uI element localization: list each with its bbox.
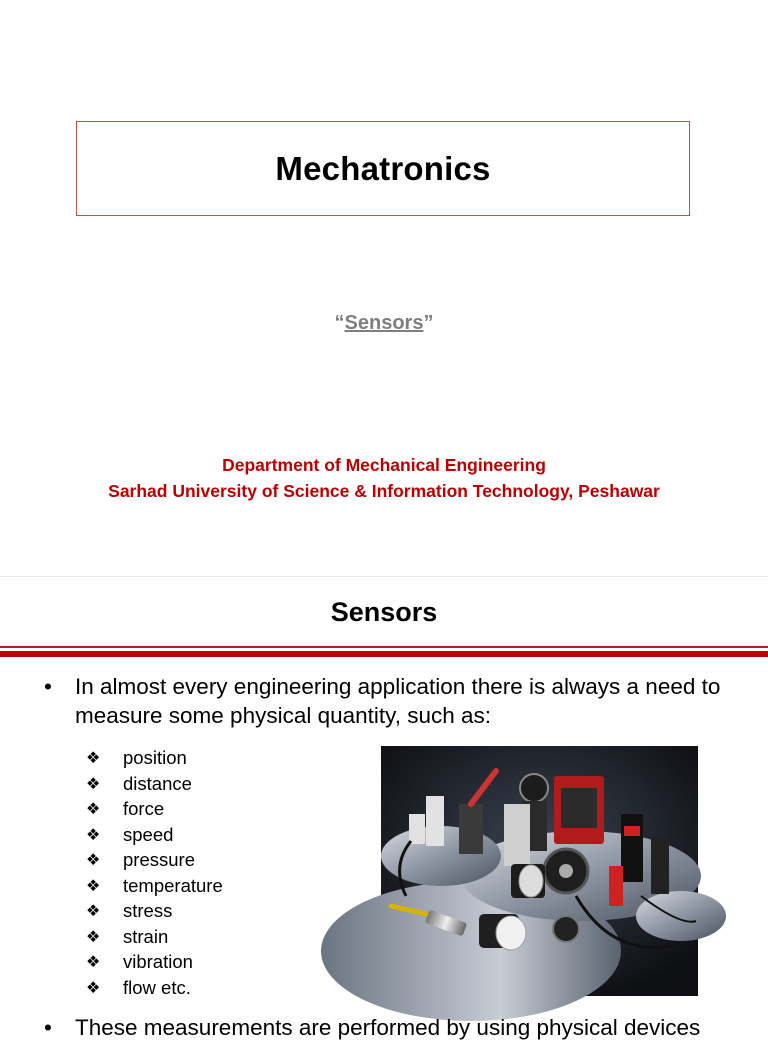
quantity-item	[86, 822, 223, 848]
diamond-bullet-icon: ❖	[86, 901, 101, 920]
quantity-label: pressure	[123, 849, 195, 870]
sensors-slide	[0, 576, 768, 1040]
quantity-item	[86, 898, 223, 924]
quantity-label: strain	[123, 925, 169, 947]
quantity-label: stress	[123, 900, 173, 921]
limit-switch	[504, 804, 530, 866]
quantity-label: force	[123, 798, 165, 819]
bullet-text: In almost every engineering application there is always a need to measure some physical quantity, such as:	[75, 674, 721, 728]
quantity-item	[86, 745, 223, 771]
title-divider-thick	[0, 651, 768, 657]
quantity-item	[86, 847, 223, 873]
diamond-bullet-icon: ❖	[86, 824, 101, 844]
university-name: Sarhad University of Science & Information Technology, Peshawar	[108, 481, 660, 501]
quantity-list	[86, 745, 223, 1000]
open-quote: “	[334, 312, 345, 334]
slide-title: Mechatronics	[275, 149, 491, 187]
bullet-text: These measurements are performed by using physical devices	[75, 1015, 701, 1040]
diamond-bullet-icon: ❖	[86, 952, 101, 971]
quantity-item	[86, 975, 223, 1001]
diamond-bullet-icon: ❖	[86, 799, 101, 818]
quantity-label: vibration	[123, 951, 193, 972]
sensors-title: Sensors	[330, 597, 438, 627]
quantity-label: distance	[123, 772, 192, 794]
quantity-label: flow etc.	[123, 976, 191, 998]
close-quote: ”	[423, 312, 434, 334]
quantity-item	[86, 924, 223, 950]
diamond-bullet-icon: ❖	[86, 850, 101, 869]
quantity-label: speed	[123, 823, 174, 845]
sensors-photo-illustration	[381, 746, 698, 996]
diamond-bullet-icon: ❖	[86, 926, 101, 946]
title-box	[76, 121, 690, 216]
sensors-photo	[381, 746, 698, 996]
quantity-item	[86, 949, 223, 975]
bullet-dot-icon: •	[44, 1015, 52, 1040]
diamond-bullet-icon: ❖	[86, 875, 101, 895]
diamond-bullet-icon: ❖	[86, 773, 101, 793]
quantity-label: temperature	[123, 874, 223, 896]
fiber-amp	[621, 814, 643, 882]
disc-right	[636, 891, 726, 941]
affiliation	[0, 452, 768, 504]
diamond-bullet-icon: ❖	[86, 977, 101, 997]
quantity-item	[86, 771, 223, 797]
title-divider-thin	[0, 646, 768, 648]
quantity-item	[86, 873, 223, 899]
quantity-item	[86, 796, 223, 822]
subtitle-word: Sensors	[344, 312, 424, 334]
quantity-label: position	[123, 747, 187, 768]
rotary-sensor	[520, 774, 548, 802]
diamond-bullet-icon: ❖	[86, 748, 101, 767]
department-name: Department of Mechanical Engineering	[222, 455, 546, 475]
bullet-dot-icon: •	[44, 674, 52, 699]
slide-subtitle	[0, 312, 768, 335]
